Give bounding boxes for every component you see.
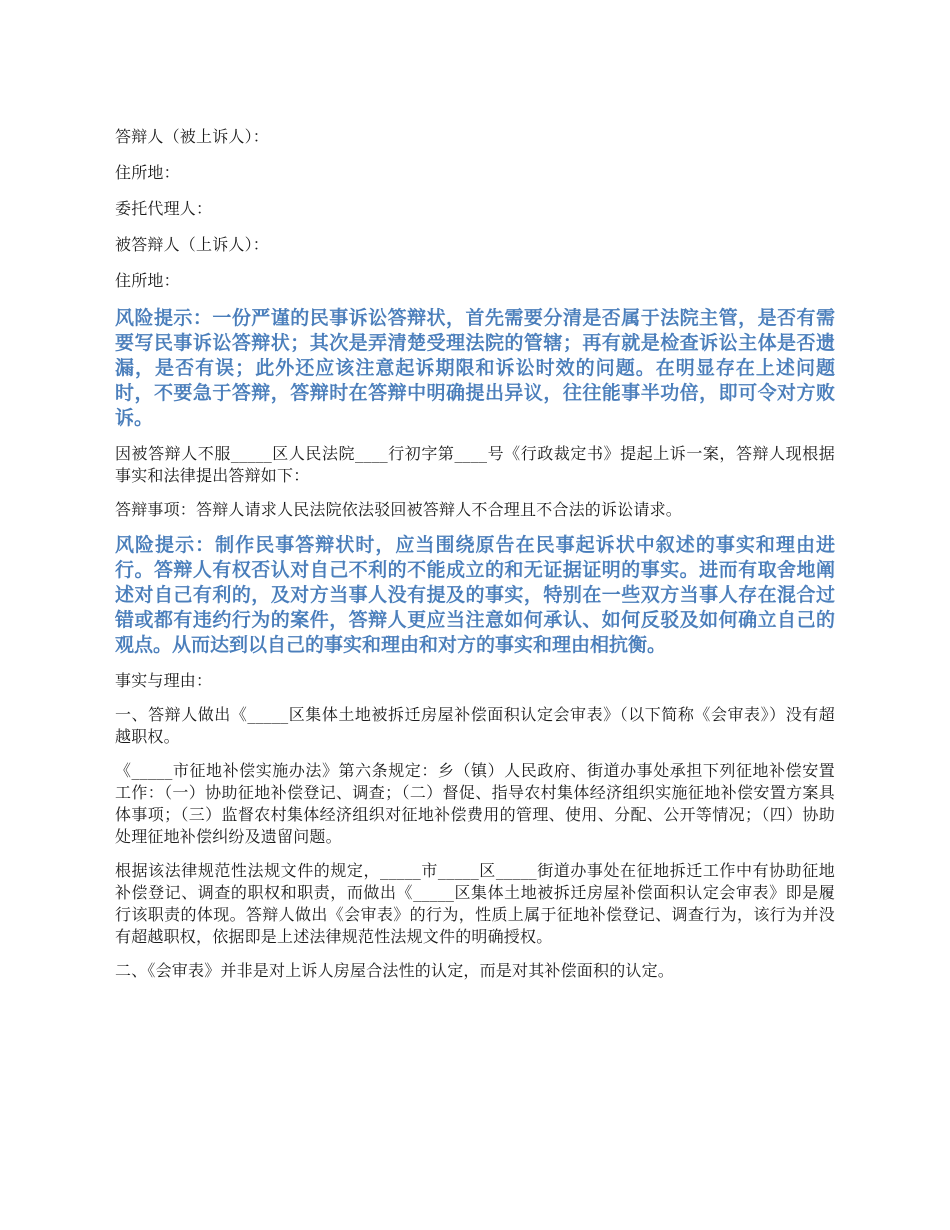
intro-paragraph: 因被答辩人不服_____区人民法院____行初字第____号《行政裁定书》提起上诉一案，答辩人现根据事实和法律提出答辩如下： [115,444,835,485]
paragraph-1: 一、答辩人做出《_____区集体土地被拆迁房屋补偿面积认定会审表》（以下简称《会审表》）没有超越职权。 [115,705,835,746]
paragraph-3: 根据该法律规范性法规文件的规定，_____市_____区_____街道办事处在征地拆迁工作中有协助征地补偿登记、调查的职权和职责，而做出《_____区集体土地被拆迁房屋补偿面积认定会审表》即是履行该职责的体现。答辩人做出《会审表》的行为，性质上属于征地补偿登记、调查行为，该行为并没有超越职权，依据即是上述法律规范性法规文件的明确授权。 [115,861,835,946]
appellant-line: 被答辩人（上诉人）： [115,235,270,254]
document-page [115,126,835,994]
defense-matters: 答辩事项：答辩人请求人民法院依法驳回被答辩人不合理且不合法的诉讼请求。 [115,500,683,519]
facts-heading: 事实与理由： [115,671,213,690]
risk-tip-1: 风险提示：一份严谨的民事诉讼答辩状，首先需要分清是否属于法院主管，是否有需要写民事诉讼答辩状；其次是弄清楚受理法院的管辖；再有就是检查诉讼主体是否遗漏，是否有误；此外还应该注意起诉期限和诉讼时效的问题。在明显存在上述问题时，不要急于答辩，答辩时在答辩中明确提出异议，往往能事半功倍，即可令对方败诉。 [115,307,835,429]
agent-line: 委托代理人： [115,199,213,218]
respondent-line: 答辩人（被上诉人）： [115,127,270,146]
respondent-address-line: 住所地： [115,163,180,182]
paragraph-4: 二、《会审表》并非是对上诉人房屋合法性的认定，而是对其补偿面积的认定。 [115,961,675,980]
risk-tip-2: 风险提示：制作民事答辩状时，应当围绕原告在民事起诉状中叙述的事实和理由进行。答辩人有权否认对自己不利的不能成立的和无证据证明的事实。进而有取舍地阐述对自己有利的，及对方当事人没有提及的事实，特别在一些双方当事人存在混合过错或都有违约行为的案件，答辩人更应当注意如何承认、如何反驳及如何确立自己的观点。从而达到以自己的事实和理由和对方的事实和理由相抗衡。 [115,534,835,656]
appellant-address-line: 住所地： [115,271,180,290]
paragraph-2: 《_____市征地补偿实施办法》第六条规定：乡（镇）人民政府、街道办事处承担下列征地补偿安置工作：（一）协助征地补偿登记、调查；（二）督促、指导农村集体经济组织实施征地补偿安置方案具体事项；（三）监督农村集体经济组织对征地补偿费用的管理、使用、分配、公开等情况；（四）协助处理征地补偿纠纷及遗留问题。 [115,761,835,846]
